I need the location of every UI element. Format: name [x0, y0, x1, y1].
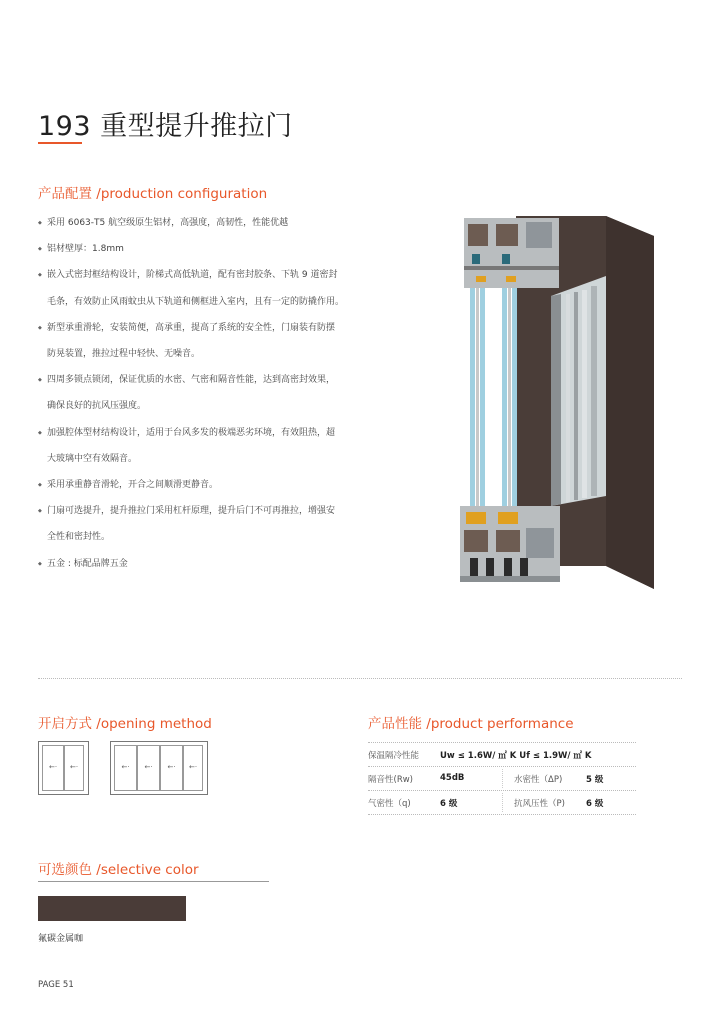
color-swatch	[38, 896, 186, 921]
page-title: 193 重型提升推拉门	[38, 111, 293, 142]
config-section-title: 产品配置 /production configuration	[38, 186, 268, 202]
config-item: ◆ 嵌入式密封框结构设计，阶梯式高低轨道，配有密封胶条、下轨 9 道密封	[38, 262, 378, 288]
sash-pane	[183, 745, 203, 791]
section-divider	[38, 678, 682, 679]
config-item: ◆ 采用承重静音滑轮，开合之间顺滑更静音。	[38, 472, 378, 498]
config-item: ◆ 四周多锁点锁闭，保证优质的水密、气密和隔音性能，达到高密封效果，	[38, 367, 378, 393]
config-item: ◆ 采用 6063-T5 航空级原生铝材，高强度，高韧性，性能优越	[38, 210, 378, 236]
thermal-label: 保温隔冷性能	[368, 751, 420, 761]
performance-row	[368, 790, 636, 815]
column-separator	[502, 769, 503, 788]
air-tightness-value: 6 级	[440, 799, 458, 809]
config-item-continuation: 确保良好的抗风压强度。	[47, 401, 147, 412]
config-list	[38, 210, 378, 577]
config-item-continuation: 全性和密封性。	[47, 532, 111, 543]
sash-pane	[114, 745, 137, 791]
config-item: ◆ 铝材壁厚：1.8mm	[38, 236, 378, 262]
color-section-title: 可选颜色 /selective color	[38, 862, 199, 878]
config-item: ◆ 门扇可选提升，提升推拉门采用杠杆原理，提升后门不可再推拉，增强安	[38, 498, 378, 524]
column-separator	[502, 793, 503, 812]
water-tightness-value: 5 级	[586, 775, 604, 785]
opening-diagram-four-panel	[110, 741, 208, 795]
opening-diagram-two-panel	[38, 741, 89, 795]
config-item-continuation: 毛条，有效防止风雨蚊虫从下轨道和侧框进入室内，且有一定的防撬作用。	[47, 296, 345, 307]
sash-pane	[42, 745, 64, 791]
config-item: ◆ 加强腔体型材结构设计，适用于台风多发的极端恶劣环境，有效阻热，超	[38, 420, 378, 446]
sash-pane	[137, 745, 160, 791]
config-item: ◆ 五金 : 标配品牌五金	[38, 551, 378, 577]
performance-table	[368, 742, 636, 815]
sash-pane	[160, 745, 183, 791]
config-item-continuation: 防晃装置，推拉过程中轻快、无噪音。	[47, 349, 201, 360]
sound-insulation-value: 45dB	[440, 773, 465, 783]
air-tightness-label: 气密性（q)	[368, 799, 411, 809]
performance-row	[368, 766, 636, 790]
title-underline	[38, 142, 82, 144]
slide-arrow-icon: ←·	[167, 763, 176, 772]
page-number: PAGE 51	[38, 980, 74, 990]
slide-arrow-icon: ←·	[48, 763, 58, 772]
performance-section-title: 产品性能 /product performance	[368, 716, 574, 732]
thermal-value: Uw ≤ 1.6W/ ㎡ K Uf ≤ 1.9W/ ㎡ K	[440, 751, 592, 761]
config-item-continuation: 大玻璃中空有效隔音。	[47, 453, 138, 464]
water-tightness-label: 水密性（ΔP)	[514, 775, 563, 785]
slide-arrow-icon: ←·	[121, 763, 130, 772]
color-title-underline	[38, 881, 269, 882]
door-profile-illustration	[456, 206, 654, 589]
sash-pane	[64, 745, 84, 791]
slide-arrow-icon: ←·	[144, 763, 153, 772]
wind-resistance-label: 抗风压性（P)	[514, 799, 565, 809]
wind-resistance-value: 6 级	[586, 799, 604, 809]
sound-insulation-label: 隔音性(Rw)	[368, 775, 413, 785]
config-item: ◆ 新型承重滑轮，安装简便，高承重，提高了系统的安全性，门扇装有防摆	[38, 315, 378, 341]
performance-row	[368, 742, 636, 766]
slide-arrow-icon: ←·	[69, 763, 79, 772]
slide-arrow-icon: ←·	[188, 763, 198, 772]
opening-section-title: 开启方式 /opening method	[38, 716, 212, 732]
color-name: 氟碳金属咖	[38, 934, 84, 944]
